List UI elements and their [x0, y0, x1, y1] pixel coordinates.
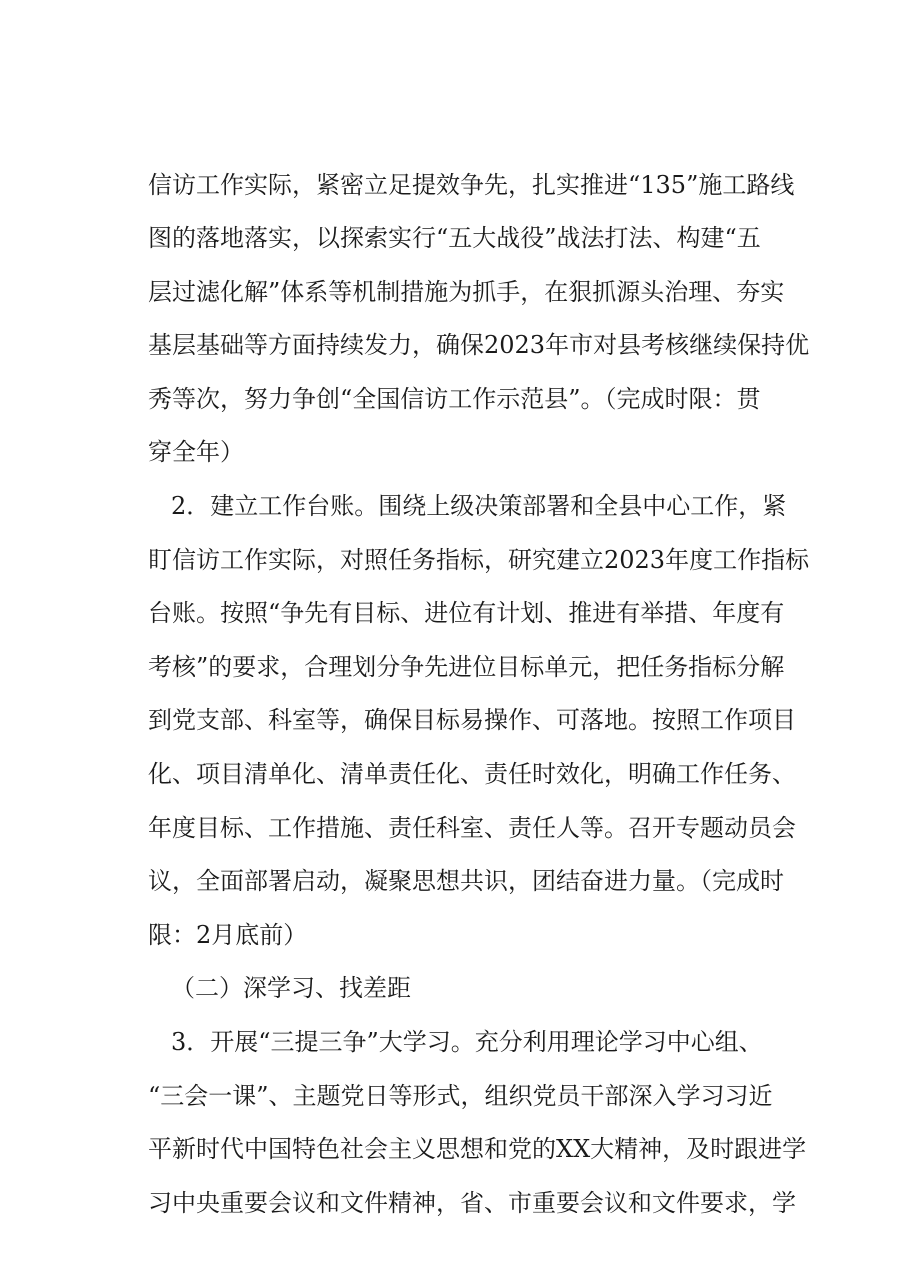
text-line: 信访工作实际，紧密立足提效争先，扎实推进“135”施工路线: [148, 171, 795, 199]
text-line: 2．建立工作台账。围绕上级决策部署和全县中心工作，紧: [171, 492, 787, 520]
text-line: 穿全年）: [148, 438, 244, 466]
text-line: 习中央重要会议和文件精神，省、市重要会议和文件要求，学: [148, 1189, 796, 1217]
text-line: 年度目标、工作措施、责任科室、责任人等。召开专题动员会: [148, 814, 796, 842]
text-line: 基层基础等方面持续发力，确保2023年市对县考核继续保持优: [148, 331, 810, 359]
text-line: 考核”的要求，合理划分争先进位目标单元，把任务指标分解: [148, 653, 785, 681]
text-line: 议，全面部署启动，凝聚思想共识，团结奋进力量。（完成时: [148, 867, 784, 895]
text-line: 平新时代中国特色社会主义思想和党的XX大精神，及时跟进学: [148, 1135, 807, 1163]
section-heading: （二）深学习、找差距: [171, 974, 411, 1002]
text-line: 盯信访工作实际，对照任务指标，研究建立2023年度工作指标: [148, 546, 810, 574]
text-line: 图的落地落实，以探索实行“五大战役”战法打法、构建“五: [148, 224, 761, 252]
text-line: 3．开展“三提三争”大学习。充分利用理论学习中心组、: [171, 1028, 763, 1056]
text-line: 限：2月底前）: [148, 921, 308, 949]
text-line: “三会一课”、主题党日等形式，组织党员干部深入学习习近: [148, 1082, 773, 1110]
text-line: 台账。按照“争先有目标、进位有计划、推进有举措、年度有: [148, 599, 785, 627]
text-line: 到党支部、科室等，确保目标易操作、可落地。按照工作项目: [148, 706, 796, 734]
text-line: 化、项目清单化、清单责任化、责任时效化，明确工作任务、: [148, 760, 796, 788]
text-line: 层过滤化解”体系等机制措施为抓手，在狠抓源头治理、夯实: [148, 278, 785, 306]
text-line: 秀等次，努力争创“全国信访工作示范县”。（完成时限：贯: [148, 385, 761, 413]
